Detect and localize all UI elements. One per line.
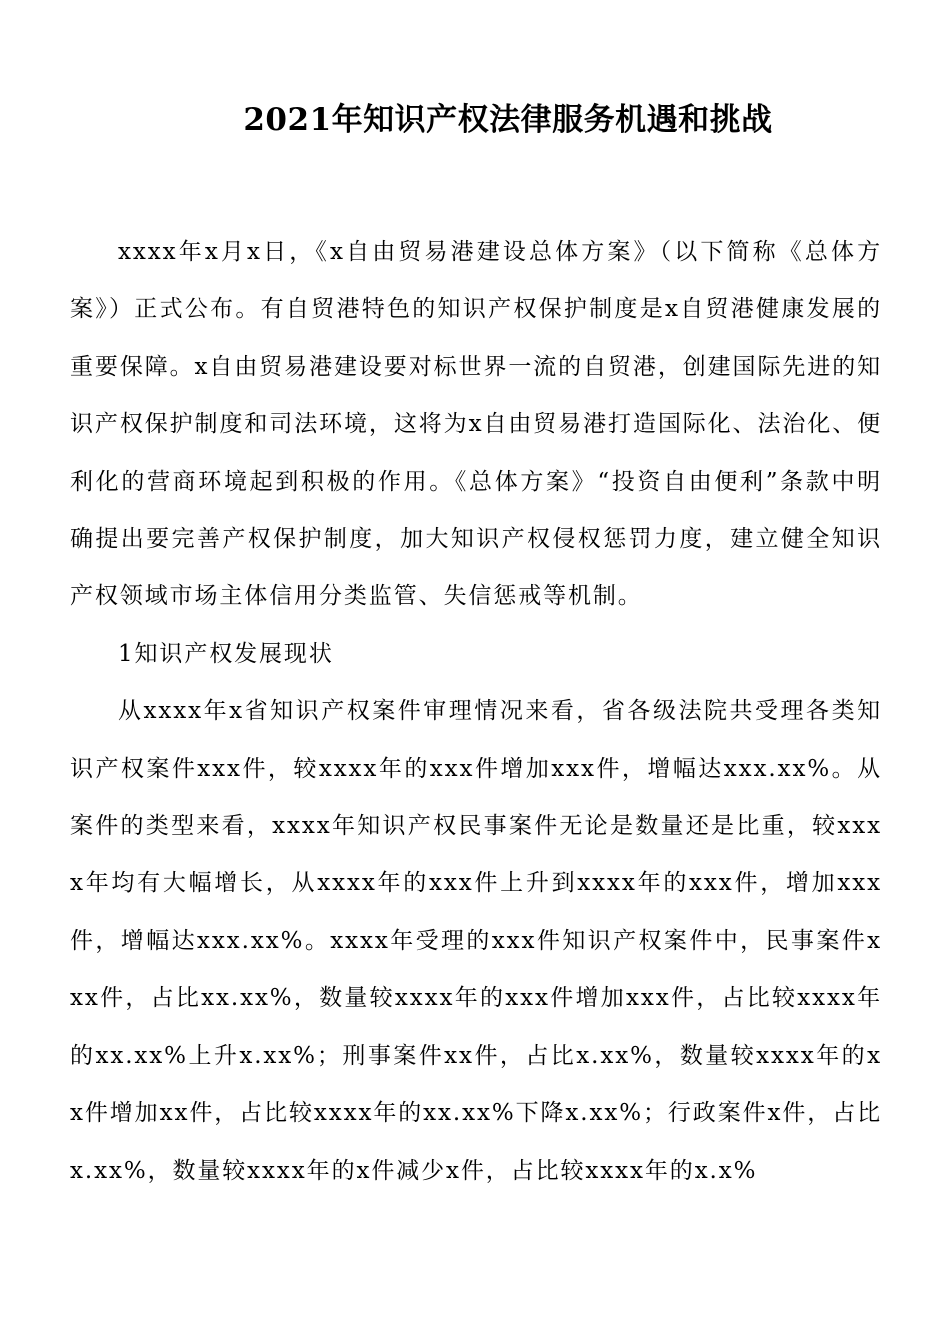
statistics-paragraph: 从xxxx年x省知识产权案件审理情况来看，省各级法院共受理各类知识产权案件xxx件，较xxxx年的xxx件增加xxx件，增幅达xxx.xx%。从案件的类型来看，xxxx年知识产权民事案件无论是数量还是比重，较xxxx年均有大幅增长，从xxxx年的xxx件上升到xxxx年的xxx件，增加xxx件，增幅达xxx.xx%。xxxx年受理的xxx件知识产权案件中，民事案件xxx件，占比xx.xx%，数量较xxxx年的xxx件增加xxx件，占比较xxxx年的xx.xx%上升x.xx%；刑事案件xx件，占比x.xx%，数量较xxxx年的xx件增加xx件，占比较xxxx年的xx.xx%下降x.xx%；行政案件x件，占比x.xx%，数量较xxxx年的x件减少x件，占比较xxxx年的x.x% [70, 698, 882, 1184]
section-heading: 1知识产权发展现状 [118, 640, 334, 667]
document-title: 2021年知识产权法律服务机遇和挑战 [243, 102, 773, 138]
intro-paragraph: xxxx年x月x日，《x自由贸易港建设总体方案》（以下简称《总体方案》）正式公布。有自贸港特色的知识产权保护制度是x自贸港健康发展的重要保障。x自由贸易港建设要对标世界一流的自贸港，创建国际先进的知识产权保护制度和司法环境，这将为x自由贸易港打造国际化、法治化、便利化的营商环境起到积极的作用。《总体方案》“投资自由便利”条款中明确提出要完善产权保护制度，加大知识产权侵权惩罚力度，建立健全知识产权领域市场主体信用分类监管、失信惩戒等机制。 [70, 239, 882, 610]
document-body [70, 224, 882, 1200]
